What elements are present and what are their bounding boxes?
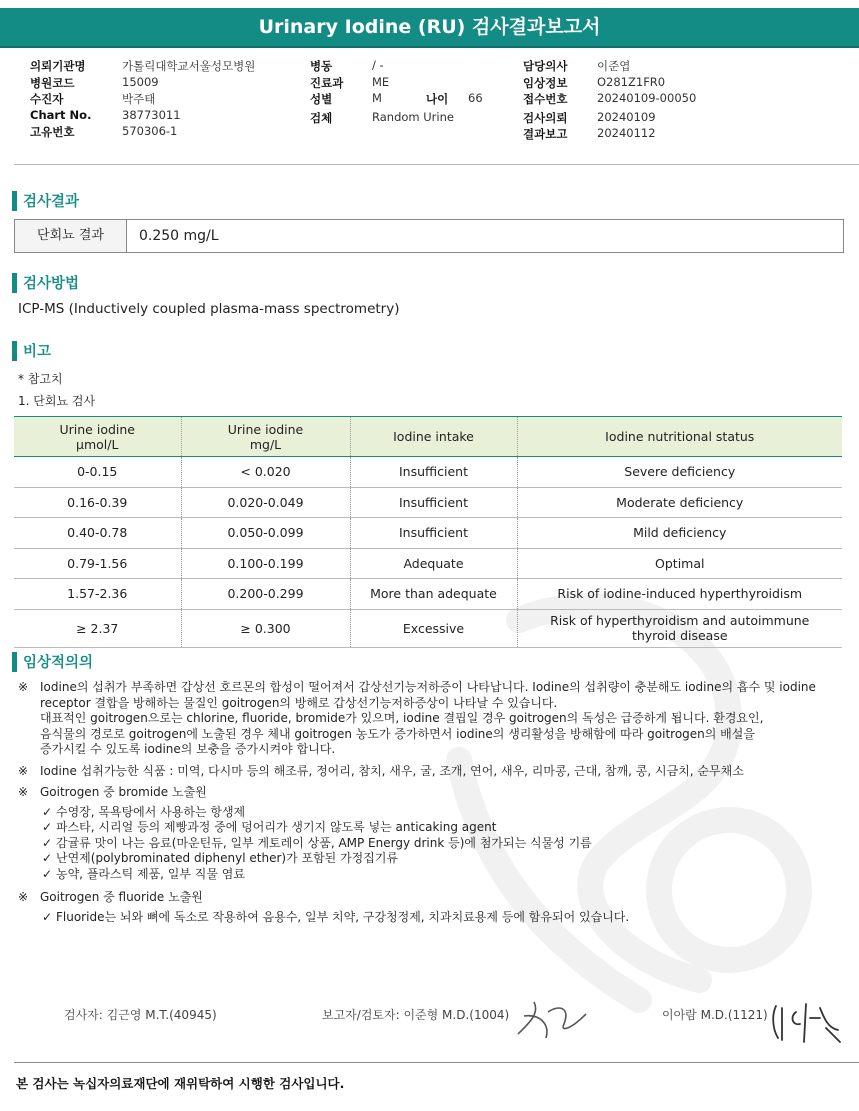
patient-label: 수진자 <box>30 92 64 106</box>
check-icon: ✓ <box>42 909 53 924</box>
footer-note: 본 검사는 녹십자의료재단에 재위탁하여 시행한 검사입니다. <box>16 1076 345 1091</box>
table-cell: Insufficient <box>350 487 517 518</box>
clinical-line: 증가시킬 수 있도록 iodine의 보충을 증가시켜야 합니다. <box>40 742 336 756</box>
chart-no-value: 38773011 <box>122 107 181 122</box>
clinical-paragraph <box>18 764 843 780</box>
table-cell: Moderate deficiency <box>517 487 842 518</box>
section-result <box>12 190 79 211</box>
sex-label: 성별 <box>310 92 333 106</box>
table-cell: Risk of iodine-induced hyperthyroidism <box>517 579 842 610</box>
table-cell: 0.16-0.39 <box>14 487 181 518</box>
info-col-2 <box>310 58 483 126</box>
clinical-line: Iodine의 섭취가 부족하면 갑상선 호르몬의 합성이 떨어져서 갑상선기능저하증이 나타납니다. Iodine의 섭취량이 충분해도 iodine의 흡수 및 iodine <box>40 680 816 694</box>
check-icon: ✓ <box>42 804 53 819</box>
result-box <box>14 219 844 253</box>
header-divider <box>14 164 859 165</box>
age-value: 66 <box>468 91 483 105</box>
fluoride-list <box>42 910 843 926</box>
table-cell: More than adequate <box>350 579 517 610</box>
hospital-code-label: 병원코드 <box>30 75 75 90</box>
table-cell: 0.100-0.199 <box>181 548 350 579</box>
report-date-value: 20240112 <box>597 126 656 140</box>
doctor-label: 담당의사 <box>523 59 568 73</box>
clinical-significance <box>18 680 843 931</box>
table-header-row <box>14 417 842 457</box>
section-remarks-title: 비고 <box>23 344 52 360</box>
table-cell: < 0.020 <box>181 457 350 488</box>
bromide-heading: Goitrogen 중 bromide 노출원 <box>40 785 207 799</box>
table-cell: 0-0.15 <box>14 457 181 488</box>
chart-no-label: Chart No. <box>30 107 92 122</box>
section-clinical <box>12 651 93 672</box>
table-cell: 1.57-2.36 <box>14 579 181 610</box>
list-item: ✓ 난연제(polybrominated diphenyl ether)가 포함된 가정집기류 <box>42 851 399 865</box>
hospital-label: 의뢰기관명 <box>30 59 86 73</box>
fluoride-heading: Goitrogen 중 fluoride 노출원 <box>40 890 203 904</box>
hospital-code-value: 15009 <box>122 74 159 89</box>
note-mark: ※ <box>18 763 29 778</box>
table-cell: 0.40-0.78 <box>14 518 181 549</box>
table-cell: 0.050-0.099 <box>181 518 350 549</box>
table-cell: Severe deficiency <box>517 457 842 488</box>
sex-value: M <box>372 91 382 105</box>
hospital-value: 가톨릭대학교서울성모병원 <box>122 59 256 73</box>
note-mark: ※ <box>18 785 29 799</box>
check-icon: ✓ <box>42 851 53 865</box>
table-cell: 0.200-0.299 <box>181 579 350 610</box>
doctor-signature-label: 이아람 M.D.(1121) <box>662 1008 768 1022</box>
table-cell: Adequate <box>350 548 517 579</box>
unique-id-label: 고유번호 <box>30 125 75 139</box>
list-item: ✓ 파스타, 시리얼 등의 제빵과정 중에 덩어리가 생기지 않도록 넣는 anticaking agent <box>42 820 497 834</box>
table-cell: ≥ 0.300 <box>181 609 350 647</box>
section-result-title: 검사결과 <box>23 194 80 210</box>
section-remarks <box>12 340 51 361</box>
table-header-umol: Urine iodine μmol/L <box>14 417 181 457</box>
clinical-line: 대표적인 goitrogen으로는 chlorine, fluoride, bromide가 있으며, iodine 결핍일 경우 goitrogen의 독성은 급증하게 됩니다. 환경요인, <box>40 711 764 725</box>
dept-label: 진료과 <box>310 75 344 90</box>
table-header-status: Iodine nutritional status <box>517 417 842 457</box>
clinical-info-label: 임상정보 <box>523 75 568 90</box>
table-cell: Optimal <box>517 548 842 579</box>
note-mark: ※ <box>18 890 29 904</box>
section-bar <box>12 191 17 211</box>
list-item: ✓ 농약, 플라스틱 제품, 일부 직물 염료 <box>42 866 245 881</box>
report-title: Urinary Iodine (RU) 검사결과보고서 <box>0 8 859 46</box>
reference-note: * 참고치 <box>18 372 63 386</box>
check-icon: ✓ <box>42 866 53 881</box>
table-row <box>14 579 842 610</box>
food-sources: Iodine 섭취가능한 식품 : 미역, 다시마 등의 해조류, 정어리, 참치, 새우, 굴, 조개, 연어, 새우, 리마콩, 근대, 참깨, 콩, 시금치, 순무채소 <box>40 763 744 778</box>
result-label: 단회뇨 결과 <box>15 220 127 252</box>
reporter-signature <box>510 994 590 1042</box>
clinical-line: 음식물의 경로로 goitrogen에 노출된 경우 체내 goitrogen 농도가 증가하면서 iodine의 생리활성을 방해함에 따라 goitrogen의 배설을 <box>40 726 755 741</box>
table-row <box>14 609 842 647</box>
section-method <box>12 272 79 293</box>
dept-value: ME <box>372 74 390 89</box>
ward-label: 병동 <box>310 59 333 73</box>
section-bar <box>12 652 17 672</box>
age-label: 나이 <box>426 92 449 106</box>
ward-value: / - <box>372 58 384 72</box>
patient-value: 박주태 <box>122 92 156 106</box>
table-row <box>14 457 842 488</box>
table-cell: Insufficient <box>350 518 517 549</box>
section-clinical-title: 임상적의의 <box>23 655 94 671</box>
reference-table <box>14 416 842 648</box>
info-col-1 <box>30 58 255 141</box>
clinical-info-value: O281Z1FR0 <box>597 74 666 89</box>
request-date-value: 20240109 <box>597 109 656 124</box>
table-row <box>14 548 842 579</box>
check-icon: ✓ <box>42 820 53 834</box>
clinical-paragraph <box>18 680 843 758</box>
clinical-paragraph <box>18 890 843 906</box>
specimen-label: 검체 <box>310 110 333 125</box>
request-date-label: 검사의뢰 <box>523 110 568 125</box>
table-cell: 0.020-0.049 <box>181 487 350 518</box>
clinical-paragraph <box>18 785 843 801</box>
list-item: ✓ Fluoride는 뇌와 뼈에 독소로 작용하여 음용수, 일부 치약, 구강청정제, 치과치료용제 등에 함유되어 있습니다. <box>42 909 630 924</box>
table-cell: 0.79-1.56 <box>14 548 181 579</box>
info-col-3 <box>523 58 696 143</box>
table-cell: Risk of hyperthyroidism and autoimmune thyroid disease <box>517 609 842 647</box>
clinical-line: receptor 결합을 방해하는 물질인 goitrogen의 방해로 갑상선기능저하증상이 나타날 수 있습니다. <box>40 695 558 710</box>
table-row <box>14 487 842 518</box>
accession-value: 20240109-00050 <box>597 91 697 105</box>
unique-id-value: 570306-1 <box>122 124 178 138</box>
list-item: ✓ 감귤류 맛이 나는 음료(마운틴듀, 일부 게토레이 상품, AMP Energy drink 등)에 첨가되는 식물성 기름 <box>42 835 592 850</box>
table-cell: Mild deficiency <box>517 518 842 549</box>
table-cell: Insufficient <box>350 457 517 488</box>
section-bar <box>12 273 17 293</box>
method-text: ICP-MS (Inductively coupled plasma-mass spectrometry) <box>18 301 400 317</box>
specimen-value: Random Urine <box>372 109 454 124</box>
reporter-signature-label: 보고자/검토자: 이준형 M.D.(1004) <box>322 1008 510 1022</box>
tester-signature-label: 검사자: 김근영 M.T.(40945) <box>64 1008 217 1022</box>
accession-label: 접수번호 <box>523 92 568 106</box>
report-date-label: 결과보고 <box>523 127 568 141</box>
table-row <box>14 518 842 549</box>
table-cell: ≥ 2.37 <box>14 609 181 647</box>
bromide-list <box>42 805 843 883</box>
table-header-mgl: Urine iodine mg/L <box>181 417 350 457</box>
table-cell: Excessive <box>350 609 517 647</box>
footer-divider <box>14 1062 859 1063</box>
note-mark: ※ <box>18 680 29 694</box>
table-header-intake: Iodine intake <box>350 417 517 457</box>
check-icon: ✓ <box>42 835 53 850</box>
doctor-signature <box>768 998 844 1044</box>
doctor-value: 이준엽 <box>597 59 631 73</box>
list-item: ✓ 수영장, 목욕탕에서 사용하는 항생제 <box>42 804 246 819</box>
section-method-title: 검사방법 <box>23 276 80 292</box>
result-value: 0.250 mg/L <box>139 228 219 244</box>
reference-item: 1. 단회뇨 검사 <box>18 394 96 408</box>
section-bar <box>12 341 17 361</box>
